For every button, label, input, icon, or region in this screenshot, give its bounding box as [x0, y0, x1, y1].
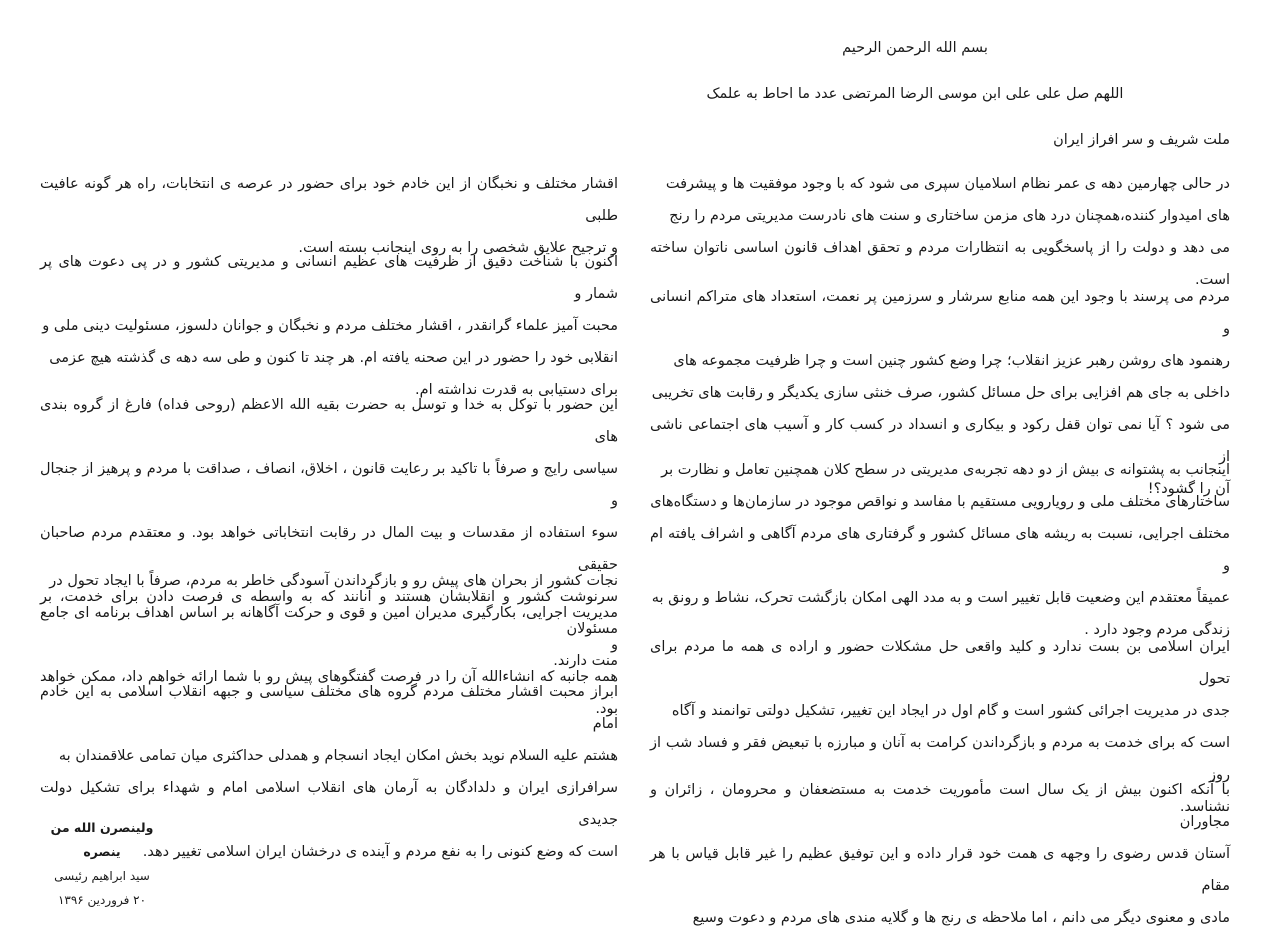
text-line: مردم می پرسند با وجود این همه منابع سرشار و سرزمین پر نعمت، استعداد های متراکم انسانی و	[650, 289, 1230, 337]
text-line: با آنکه اکنون بیش از یک سال است مأموریت خدمت به مستضعفان و محرومان ، زائران و مجاوران	[650, 782, 1230, 830]
text-line: سرافرازی ایران و دلدادگان به آرمان های انقلاب اسلامی امام و شهداء برای تشکیل دولت جدیدی	[40, 780, 618, 828]
letter-date: ۲۰ فروردین ۱۳۹۶	[57, 893, 147, 907]
text-line: این حضور با توکل به خدا و توسل به حضرت بقیه الله الاعظم (روحی فداه) فارغ از گروه بندی های	[40, 397, 618, 445]
text-line: رهنمود های روشن رهبر عزیز انقلاب؛ چرا وضع کشور چنین است و چرا ظرفیت مجموعه های	[673, 353, 1230, 369]
text-line: مادی و معنوی دیگر می دانم ، اما ملاحظه ی رنج ها و گلایه مندی های مردم و دعوت وسیع	[692, 910, 1230, 926]
text-line: آستان قدس رضوی را وجهه ی همت خود قرار داده و این توفیق عظیم را غیر قابل قیاس با هر مقام	[650, 846, 1230, 894]
text-line: سیاسی رایج و صرفاً با تاکید بر رعایت قانون ، اخلاق، انصاف ، صداقت با مردم و پرهیز از جنجال و	[40, 461, 618, 509]
text-line: و ترجیح علایق شخصی را به روی اینجانب بسته است.	[298, 240, 618, 256]
text-line: است که وضع کنونی را به نفع مردم و آینده ی درخشان ایران اسلامی تغییر دهد.	[142, 844, 618, 860]
text-line: اینجانب به پشتوانه ی بیش از دو دهه تجربه‌ی مدیریتی در سطح کلان همچنین تعامل و نظارت بر	[661, 462, 1230, 478]
text-line: اکنون با شناخت دقیق از ظرفیت های عظیم انسانی و مدیریتی کشور و در پی دعوت های پر شمار و	[40, 254, 618, 302]
greeting-line: ملت شریف و سر افراز ایران	[1053, 132, 1230, 148]
right-col-paragraph-3	[650, 454, 1230, 646]
text-line: سرنوشت کشور و انقلابشان هستند و آنانند که به واسطه ی فرصت دادن برای خدمت، بر مسئولان	[40, 589, 618, 637]
text-line: عمیقاً معتقدم این وضعیت قابل تغییر است و به مدد الهی امکان بازگشت تحرک، نشاط و رونق به	[651, 590, 1230, 606]
text-line: است که برای خدمت به مردم و بازگرداندن کرامت به آنان و مبارزه با تبعیض فقر و فساد شب از روز	[650, 735, 1230, 783]
text-line: ابراز محبت اقشار مختلف مردم گروه های مختلف سیاسی و جبهه انقلاب اسلامی به این خادم امام	[40, 684, 618, 732]
text-line: آن را گشود؟!	[1147, 481, 1230, 497]
bismillah-heading: بسم الله الرحمن الرحیم	[842, 40, 988, 56]
text-line: برای دستیابی به قدرت نداشته ام.	[415, 382, 618, 398]
text-line: زندگی مردم وجود دارد .	[1084, 622, 1230, 638]
salawat-heading: اللهم صل علی علی ابن موسی الرضا المرتضی عدد ما احاط به علمک	[706, 86, 1124, 102]
text-line: نجات کشور از بحران های پیش رو و بازگرداندن آسودگی خاطر به مردم، صرفاً با ایجاد تحول در	[49, 573, 618, 589]
text-line: سوء استفاده از مقدسات و بیت المال در رقابت انتخاباتی خواهد بود. و معتقدم مردم صاحبان حقیقی	[40, 525, 618, 573]
text-line: می شود ؟ آیا نمی توان قفل رکود و بیکاری و انسداد در کسب کار و آسیب های اجتماعی ناشی از	[650, 417, 1230, 465]
text-line: منت دارند.	[553, 653, 618, 669]
text-line: ساختارهای مختلف ملی و رویارویی مستقیم با مفاسد و نواقص موجود در سازمان‌ها و دستگاه‌های	[650, 494, 1230, 510]
text-line: می دهد و دولت را از پاسخگویی به انتظارات مردم و تحقق اهداف قانون اساسی ناتوان ساخته است.	[650, 240, 1230, 288]
right-col-paragraph-1	[650, 168, 1230, 296]
text-line: محبت آمیز علماء گرانقدر ، اقشار مختلف مردم و نخبگان و جوانان دلسوز، مسئولیت دینی ملی و	[42, 318, 618, 334]
text-line: هشتم علیه السلام نوید بخش امکان ایجاد انسجام و همدلی حداکثری میان تمامی علاقمندان به	[58, 748, 618, 764]
text-line: مختلف اجرایی، نسبت به ریشه های مسائل کشور و گرفتاری های مردم آگاهی و اشراف یافته ام و	[650, 526, 1230, 574]
text-line: ایران اسلامی بن بست ندارد و کلید واقعی حل مشکلات حضور و اراده ی همه ما مردم برای تحول	[650, 639, 1230, 687]
text-line: انقلابی خود را حضور در این صحنه یافته ام. هر چند تا کنون و طی سه دهه ی گذشته هیچ عزمی	[49, 350, 618, 366]
text-line: نشناسد.	[1179, 799, 1230, 815]
closing-phrase: ولینصرن الله من ینصره	[50, 820, 154, 859]
signature-block	[40, 816, 164, 912]
text-line: داخلی به جای هم افزایی برای حل مسائل کشور، صرف خنثی سازی یکدیگر و رقابت های تخریبی	[651, 385, 1230, 401]
text-line: اقشار مختلف و نخبگان از این خادم خود برای حضور در عرصه ی انتخابات، راه هر گونه عافیت طلبی	[40, 176, 618, 224]
signatory-name: سید ابراهیم رئیسی	[54, 869, 150, 883]
text-line: مدیریت اجرایی، بکارگیری مدیران امین و قوی و حرکت آگاهانه بر اساس اهداف برنامه ای جامع و	[40, 605, 618, 653]
text-line: همه جانبه که انشاءالله آن را در فرصت گفتگوهای پیش رو با شما ارائه خواهم داد، ممکن خواهد بود.	[40, 669, 618, 717]
left-col-paragraph-2	[40, 246, 618, 406]
text-line: در حالی چهارمین دهه ی عمر نظام اسلامیان سپری می شود که با وجود موفقیت ها و پیشرفت	[665, 176, 1230, 192]
text-line: های امیدوار کننده،همچنان درد های مزمن ساختاری و سنت های نادرست مدیریتی مردم را رنج	[669, 208, 1230, 224]
text-line: جدی در مدیریت اجرائی کشور است و گام اول در ایجاد این تغییر، تشکیل دولتی توانمند و آگاه	[671, 703, 1230, 719]
right-col-paragraph-5	[650, 774, 1230, 934]
